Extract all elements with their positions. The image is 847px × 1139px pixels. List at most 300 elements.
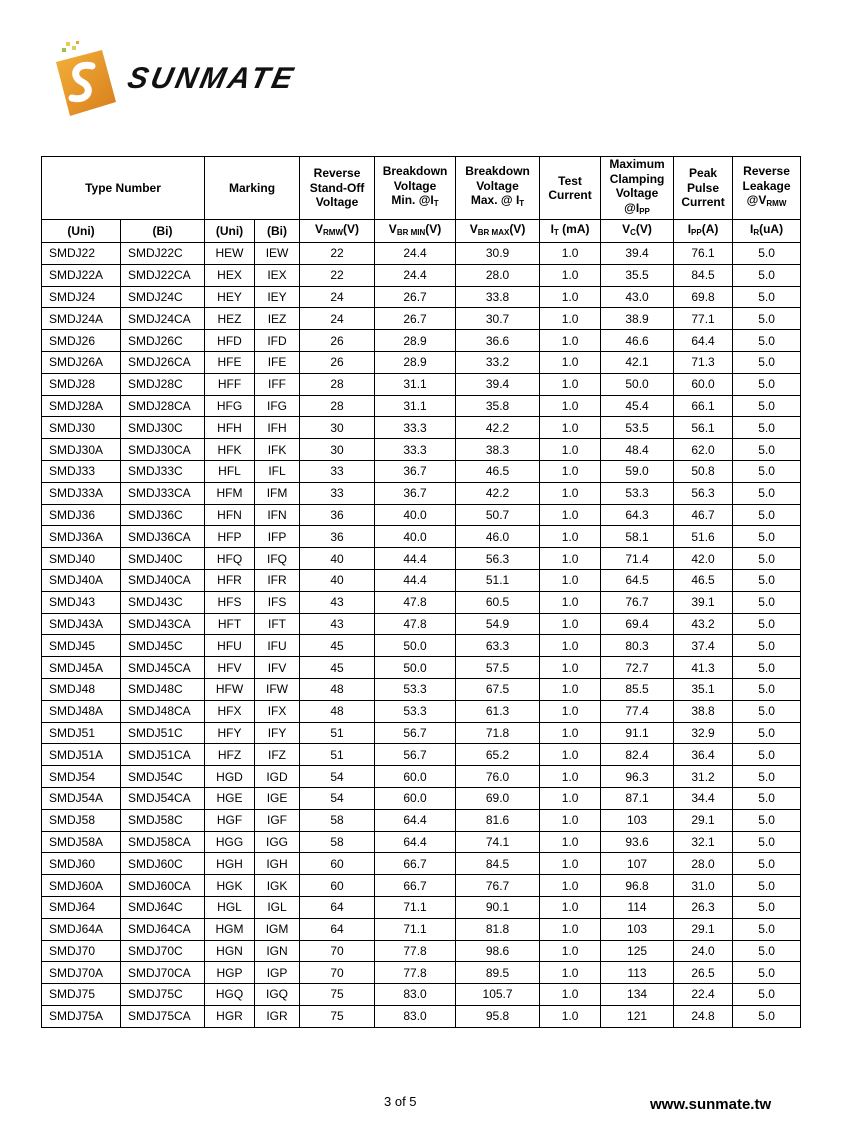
table-cell: 56.3 bbox=[674, 482, 733, 504]
table-row bbox=[42, 918, 801, 940]
table-cell: 39.4 bbox=[601, 243, 674, 265]
table-cell: 1.0 bbox=[540, 787, 601, 809]
table-row bbox=[42, 526, 801, 548]
table-cell: 1.0 bbox=[540, 657, 601, 679]
table-cell: 89.5 bbox=[456, 962, 540, 984]
table-cell: 56.7 bbox=[375, 744, 456, 766]
table-cell: 33.3 bbox=[375, 439, 456, 461]
table-cell: 48 bbox=[300, 700, 375, 722]
table-cell: HFP bbox=[205, 526, 255, 548]
table-row bbox=[42, 482, 801, 504]
table-cell: IFW bbox=[255, 678, 300, 700]
table-cell: 33.3 bbox=[375, 417, 456, 439]
table-cell: 103 bbox=[601, 918, 674, 940]
table-cell: IFD bbox=[255, 330, 300, 352]
table-cell: 5.0 bbox=[733, 875, 801, 897]
table-cell: 5.0 bbox=[733, 635, 801, 657]
table-cell: SMDJ22A bbox=[42, 264, 121, 286]
table-cell: 31.1 bbox=[375, 373, 456, 395]
table-cell: 72.7 bbox=[601, 657, 674, 679]
table-cell: HGF bbox=[205, 809, 255, 831]
header-ir: $I_R(uA)$ bbox=[733, 220, 801, 243]
table-cell: 77.8 bbox=[375, 940, 456, 962]
table-cell: 70 bbox=[300, 962, 375, 984]
table-cell: 5.0 bbox=[733, 722, 801, 744]
table-cell: 1.0 bbox=[540, 918, 601, 940]
table-row bbox=[42, 809, 801, 831]
table-cell: HGG bbox=[205, 831, 255, 853]
table-cell: 1.0 bbox=[540, 635, 601, 657]
table-cell: SMDJ64A bbox=[42, 918, 121, 940]
table-cell: 44.4 bbox=[375, 548, 456, 570]
table-cell: 46.5 bbox=[456, 460, 540, 482]
header-row-units bbox=[42, 220, 801, 243]
table-cell: SMDJ51A bbox=[42, 744, 121, 766]
table-cell: 39.1 bbox=[674, 591, 733, 613]
table-cell: 76.7 bbox=[601, 591, 674, 613]
table-row bbox=[42, 569, 801, 591]
table-cell: 80.3 bbox=[601, 635, 674, 657]
table-cell: HGE bbox=[205, 787, 255, 809]
table-cell: 43 bbox=[300, 613, 375, 635]
table-cell: SMDJ33C bbox=[121, 460, 205, 482]
header-reverse-leakage: Reverse Leakage $@V_{RMW}$ bbox=[733, 157, 801, 220]
table-cell: IGR bbox=[255, 1005, 300, 1027]
table-cell: SMDJ51 bbox=[42, 722, 121, 744]
table-cell: 1.0 bbox=[540, 286, 601, 308]
table-cell: 40.0 bbox=[375, 504, 456, 526]
table-cell: SMDJ24 bbox=[42, 286, 121, 308]
table-cell: SMDJ70 bbox=[42, 940, 121, 962]
table-cell: 47.8 bbox=[375, 613, 456, 635]
table-cell: 28.0 bbox=[456, 264, 540, 286]
table-cell: IFT bbox=[255, 613, 300, 635]
table-cell: IFY bbox=[255, 722, 300, 744]
table-cell: 58.1 bbox=[601, 526, 674, 548]
table-cell: 77.1 bbox=[674, 308, 733, 330]
table-cell: 74.1 bbox=[456, 831, 540, 853]
table-cell: IFF bbox=[255, 373, 300, 395]
table-cell: 51.6 bbox=[674, 526, 733, 548]
table-cell: SMDJ70CA bbox=[121, 962, 205, 984]
table-cell: SMDJ43CA bbox=[121, 613, 205, 635]
table-cell: 26 bbox=[300, 330, 375, 352]
table-cell: IGL bbox=[255, 896, 300, 918]
table-cell: HGN bbox=[205, 940, 255, 962]
table-cell: 40 bbox=[300, 548, 375, 570]
table-cell: 5.0 bbox=[733, 831, 801, 853]
table-cell: 36.4 bbox=[674, 744, 733, 766]
table-row bbox=[42, 330, 801, 352]
table-cell: HFX bbox=[205, 700, 255, 722]
table-row bbox=[42, 853, 801, 875]
table-cell: HFL bbox=[205, 460, 255, 482]
table-cell: SMDJ43 bbox=[42, 591, 121, 613]
table-cell: SMDJ30 bbox=[42, 417, 121, 439]
table-cell: SMDJ75CA bbox=[121, 1005, 205, 1027]
table-cell: 5.0 bbox=[733, 417, 801, 439]
table-cell: 24 bbox=[300, 286, 375, 308]
table-cell: SMDJ70A bbox=[42, 962, 121, 984]
table-cell: 66.7 bbox=[375, 853, 456, 875]
table-cell: IFX bbox=[255, 700, 300, 722]
table-cell: 32.1 bbox=[674, 831, 733, 853]
table-cell: 60 bbox=[300, 875, 375, 897]
table-cell: 26 bbox=[300, 351, 375, 373]
header-vc: $V_C(V)$ bbox=[601, 220, 674, 243]
table-cell: 58 bbox=[300, 809, 375, 831]
table-cell: 134 bbox=[601, 984, 674, 1006]
table-cell: 22 bbox=[300, 264, 375, 286]
table-cell: 87.1 bbox=[601, 787, 674, 809]
table-cell: 61.3 bbox=[456, 700, 540, 722]
table-cell: 30 bbox=[300, 417, 375, 439]
table-cell: 64.4 bbox=[375, 809, 456, 831]
table-cell: 60.0 bbox=[375, 766, 456, 788]
table-cell: 40 bbox=[300, 569, 375, 591]
table-cell: HFF bbox=[205, 373, 255, 395]
table-cell: SMDJ58 bbox=[42, 809, 121, 831]
page-number: 3 of 5 bbox=[384, 1094, 417, 1109]
table-cell: 83.0 bbox=[375, 984, 456, 1006]
table-cell: SMDJ54A bbox=[42, 787, 121, 809]
header-row-groups bbox=[42, 157, 801, 220]
table-cell: 30.9 bbox=[456, 243, 540, 265]
table-cell: 90.1 bbox=[456, 896, 540, 918]
table-cell: 1.0 bbox=[540, 678, 601, 700]
table-row bbox=[42, 787, 801, 809]
table-cell: HFE bbox=[205, 351, 255, 373]
table-cell: 83.0 bbox=[375, 1005, 456, 1027]
table-row bbox=[42, 896, 801, 918]
header-marking-bi: (Bi) bbox=[255, 220, 300, 243]
table-cell: SMDJ26 bbox=[42, 330, 121, 352]
table-cell: SMDJ22 bbox=[42, 243, 121, 265]
table-cell: HFZ bbox=[205, 744, 255, 766]
header-test-current: Test Current bbox=[540, 157, 601, 220]
table-cell: 46.5 bbox=[674, 569, 733, 591]
table-cell: 50.0 bbox=[375, 635, 456, 657]
table-cell: HFT bbox=[205, 613, 255, 635]
table-cell: 1.0 bbox=[540, 896, 601, 918]
table-row bbox=[42, 439, 801, 461]
table-cell: 64.5 bbox=[601, 569, 674, 591]
table-cell: 45 bbox=[300, 657, 375, 679]
table-cell: HGL bbox=[205, 896, 255, 918]
table-cell: 71.1 bbox=[375, 918, 456, 940]
table-cell: 57.5 bbox=[456, 657, 540, 679]
table-cell: 1.0 bbox=[540, 264, 601, 286]
table-cell: 1.0 bbox=[540, 962, 601, 984]
table-cell: 71.8 bbox=[456, 722, 540, 744]
table-cell: 105.7 bbox=[456, 984, 540, 1006]
table-cell: HFS bbox=[205, 591, 255, 613]
table-cell: IGK bbox=[255, 875, 300, 897]
table-cell: 32.9 bbox=[674, 722, 733, 744]
table-cell: 58 bbox=[300, 831, 375, 853]
table-row bbox=[42, 460, 801, 482]
table-cell: 42.1 bbox=[601, 351, 674, 373]
table-cell: IGH bbox=[255, 853, 300, 875]
table-cell: 77.8 bbox=[375, 962, 456, 984]
table-cell: 48 bbox=[300, 678, 375, 700]
table-cell: SMDJ30C bbox=[121, 417, 205, 439]
table-cell: 71.1 bbox=[375, 896, 456, 918]
table-cell: IGQ bbox=[255, 984, 300, 1006]
table-cell: IGM bbox=[255, 918, 300, 940]
table-row bbox=[42, 243, 801, 265]
table-cell: SMDJ75C bbox=[121, 984, 205, 1006]
table-cell: 28.9 bbox=[375, 351, 456, 373]
table-cell: HEW bbox=[205, 243, 255, 265]
table-cell: 50.7 bbox=[456, 504, 540, 526]
table-cell: HGR bbox=[205, 1005, 255, 1027]
table-cell: 1.0 bbox=[540, 439, 601, 461]
table-cell: 69.0 bbox=[456, 787, 540, 809]
table-cell: 5.0 bbox=[733, 766, 801, 788]
table-cell: 43 bbox=[300, 591, 375, 613]
table-cell: SMDJ48CA bbox=[121, 700, 205, 722]
table-cell: IFQ bbox=[255, 548, 300, 570]
table-cell: HGH bbox=[205, 853, 255, 875]
header-marking: Marking bbox=[205, 157, 300, 220]
table-row bbox=[42, 962, 801, 984]
table-cell: SMDJ75A bbox=[42, 1005, 121, 1027]
table-cell: SMDJ48A bbox=[42, 700, 121, 722]
table-row bbox=[42, 678, 801, 700]
table-cell: IGF bbox=[255, 809, 300, 831]
table-cell: SMDJ33 bbox=[42, 460, 121, 482]
table-cell: 63.3 bbox=[456, 635, 540, 657]
table-cell: 28.9 bbox=[375, 330, 456, 352]
table-cell: HGK bbox=[205, 875, 255, 897]
table-cell: 37.4 bbox=[674, 635, 733, 657]
table-cell: 76.1 bbox=[674, 243, 733, 265]
table-cell: IEY bbox=[255, 286, 300, 308]
table-cell: 91.1 bbox=[601, 722, 674, 744]
table-cell: 26.7 bbox=[375, 286, 456, 308]
table-cell: SMDJ64CA bbox=[121, 918, 205, 940]
table-row bbox=[42, 831, 801, 853]
table-cell: 33 bbox=[300, 460, 375, 482]
table-cell: 24 bbox=[300, 308, 375, 330]
table-cell: 64 bbox=[300, 896, 375, 918]
table-cell: 1.0 bbox=[540, 373, 601, 395]
table-cell: 39.4 bbox=[456, 373, 540, 395]
table-cell: 46.0 bbox=[456, 526, 540, 548]
table-cell: 54 bbox=[300, 787, 375, 809]
table-row bbox=[42, 766, 801, 788]
table-cell: 36 bbox=[300, 504, 375, 526]
table-cell: HFD bbox=[205, 330, 255, 352]
table-cell: 38.9 bbox=[601, 308, 674, 330]
table-row bbox=[42, 613, 801, 635]
table-cell: SMDJ36A bbox=[42, 526, 121, 548]
table-row bbox=[42, 395, 801, 417]
table-cell: 5.0 bbox=[733, 918, 801, 940]
table-cell: IFR bbox=[255, 569, 300, 591]
table-cell: 75 bbox=[300, 1005, 375, 1027]
table-cell: 93.6 bbox=[601, 831, 674, 853]
table-cell: SMDJ70C bbox=[121, 940, 205, 962]
table-cell: 36.6 bbox=[456, 330, 540, 352]
table-cell: 1.0 bbox=[540, 984, 601, 1006]
table-cell: 60.5 bbox=[456, 591, 540, 613]
table-cell: IGG bbox=[255, 831, 300, 853]
table-cell: 42.2 bbox=[456, 482, 540, 504]
table-cell: 5.0 bbox=[733, 744, 801, 766]
table-cell: 24.4 bbox=[375, 243, 456, 265]
table-cell: 24.8 bbox=[674, 1005, 733, 1027]
table-cell: IFH bbox=[255, 417, 300, 439]
table-cell: 42.0 bbox=[674, 548, 733, 570]
table-cell: 5.0 bbox=[733, 439, 801, 461]
table-cell: IGE bbox=[255, 787, 300, 809]
table-cell: 5.0 bbox=[733, 896, 801, 918]
table-row bbox=[42, 264, 801, 286]
table-row bbox=[42, 373, 801, 395]
table-cell: IFN bbox=[255, 504, 300, 526]
table-cell: 1.0 bbox=[540, 853, 601, 875]
spec-table bbox=[41, 156, 801, 1028]
table-cell: 62.0 bbox=[674, 439, 733, 461]
table-row bbox=[42, 744, 801, 766]
table-cell: 1.0 bbox=[540, 351, 601, 373]
table-cell: 28 bbox=[300, 395, 375, 417]
table-cell: SMDJ22CA bbox=[121, 264, 205, 286]
table-cell: 5.0 bbox=[733, 940, 801, 962]
table-cell: 31.2 bbox=[674, 766, 733, 788]
table-cell: 82.4 bbox=[601, 744, 674, 766]
table-row bbox=[42, 308, 801, 330]
table-cell: 50.0 bbox=[375, 657, 456, 679]
table-cell: 81.8 bbox=[456, 918, 540, 940]
table-cell: SMDJ26C bbox=[121, 330, 205, 352]
table-cell: 95.8 bbox=[456, 1005, 540, 1027]
table-row bbox=[42, 657, 801, 679]
table-cell: 36.7 bbox=[375, 482, 456, 504]
table-cell: 5.0 bbox=[733, 243, 801, 265]
table-cell: 64.4 bbox=[375, 831, 456, 853]
table-cell: SMDJ40A bbox=[42, 569, 121, 591]
table-cell: 36 bbox=[300, 526, 375, 548]
table-cell: 76.7 bbox=[456, 875, 540, 897]
table-cell: 1.0 bbox=[540, 308, 601, 330]
table-cell: IFZ bbox=[255, 744, 300, 766]
table-cell: SMDJ30A bbox=[42, 439, 121, 461]
table-cell: IEX bbox=[255, 264, 300, 286]
table-cell: IEZ bbox=[255, 308, 300, 330]
table-row bbox=[42, 286, 801, 308]
table-cell: 1.0 bbox=[540, 460, 601, 482]
table-cell: HFH bbox=[205, 417, 255, 439]
header-breakdown-max: Breakdown Voltage Max. @ $I_T$ bbox=[456, 157, 540, 220]
table-row bbox=[42, 875, 801, 897]
table-cell: SMDJ22C bbox=[121, 243, 205, 265]
table-cell: 65.2 bbox=[456, 744, 540, 766]
table-cell: 5.0 bbox=[733, 264, 801, 286]
table-cell: SMDJ75 bbox=[42, 984, 121, 1006]
table-cell: 81.6 bbox=[456, 809, 540, 831]
table-cell: HFK bbox=[205, 439, 255, 461]
table-cell: 1.0 bbox=[540, 243, 601, 265]
table-cell: SMDJ40CA bbox=[121, 569, 205, 591]
table-cell: 26.3 bbox=[674, 896, 733, 918]
table-cell: 29.1 bbox=[674, 809, 733, 831]
table-cell: SMDJ43C bbox=[121, 591, 205, 613]
table-cell: 71.4 bbox=[601, 548, 674, 570]
table-cell: SMDJ24C bbox=[121, 286, 205, 308]
table-cell: HFY bbox=[205, 722, 255, 744]
table-row bbox=[42, 940, 801, 962]
table-cell: SMDJ54CA bbox=[121, 787, 205, 809]
table-cell: SMDJ60C bbox=[121, 853, 205, 875]
table-cell: 30.7 bbox=[456, 308, 540, 330]
table-cell: SMDJ58C bbox=[121, 809, 205, 831]
table-cell: 26.5 bbox=[674, 962, 733, 984]
header-uni: (Uni) bbox=[42, 220, 121, 243]
table-cell: 29.1 bbox=[674, 918, 733, 940]
table-cell: SMDJ45A bbox=[42, 657, 121, 679]
table-cell: SMDJ24A bbox=[42, 308, 121, 330]
table-cell: HFM bbox=[205, 482, 255, 504]
table-cell: SMDJ36 bbox=[42, 504, 121, 526]
table-cell: SMDJ33A bbox=[42, 482, 121, 504]
table-cell: SMDJ51C bbox=[121, 722, 205, 744]
table-cell: SMDJ60CA bbox=[121, 875, 205, 897]
table-cell: 5.0 bbox=[733, 548, 801, 570]
table-cell: 66.1 bbox=[674, 395, 733, 417]
table-cell: 70 bbox=[300, 940, 375, 962]
table-cell: HGM bbox=[205, 918, 255, 940]
table-cell: 5.0 bbox=[733, 569, 801, 591]
table-cell: SMDJ60A bbox=[42, 875, 121, 897]
table-cell: 1.0 bbox=[540, 504, 601, 526]
table-cell: 33 bbox=[300, 482, 375, 504]
table-cell: 1.0 bbox=[540, 940, 601, 962]
table-cell: HFN bbox=[205, 504, 255, 526]
table-cell: 42.2 bbox=[456, 417, 540, 439]
table-cell: 35.5 bbox=[601, 264, 674, 286]
table-cell: IFM bbox=[255, 482, 300, 504]
table-cell: 56.7 bbox=[375, 722, 456, 744]
table-cell: 28.0 bbox=[674, 853, 733, 875]
table-cell: 51 bbox=[300, 722, 375, 744]
table-cell: IFE bbox=[255, 351, 300, 373]
table-cell: IFG bbox=[255, 395, 300, 417]
table-cell: SMDJ26A bbox=[42, 351, 121, 373]
table-cell: 107 bbox=[601, 853, 674, 875]
table-cell: SMDJ28C bbox=[121, 373, 205, 395]
table-cell: 1.0 bbox=[540, 722, 601, 744]
table-cell: 56.1 bbox=[674, 417, 733, 439]
table-cell: 43.0 bbox=[601, 286, 674, 308]
header-it: $I_T$ (mA) bbox=[540, 220, 601, 243]
table-cell: 24.4 bbox=[375, 264, 456, 286]
header-vbr-min: $V_{BR MIN}(V)$ bbox=[375, 220, 456, 243]
table-cell: 84.5 bbox=[456, 853, 540, 875]
table-cell: 69.4 bbox=[601, 613, 674, 635]
table-row bbox=[42, 722, 801, 744]
table-cell: HFG bbox=[205, 395, 255, 417]
table-cell: 64.3 bbox=[601, 504, 674, 526]
table-cell: 5.0 bbox=[733, 591, 801, 613]
table-cell: 1.0 bbox=[540, 526, 601, 548]
table-cell: 103 bbox=[601, 809, 674, 831]
table-cell: 5.0 bbox=[733, 700, 801, 722]
table-cell: 84.5 bbox=[674, 264, 733, 286]
table-cell: SMDJ28A bbox=[42, 395, 121, 417]
